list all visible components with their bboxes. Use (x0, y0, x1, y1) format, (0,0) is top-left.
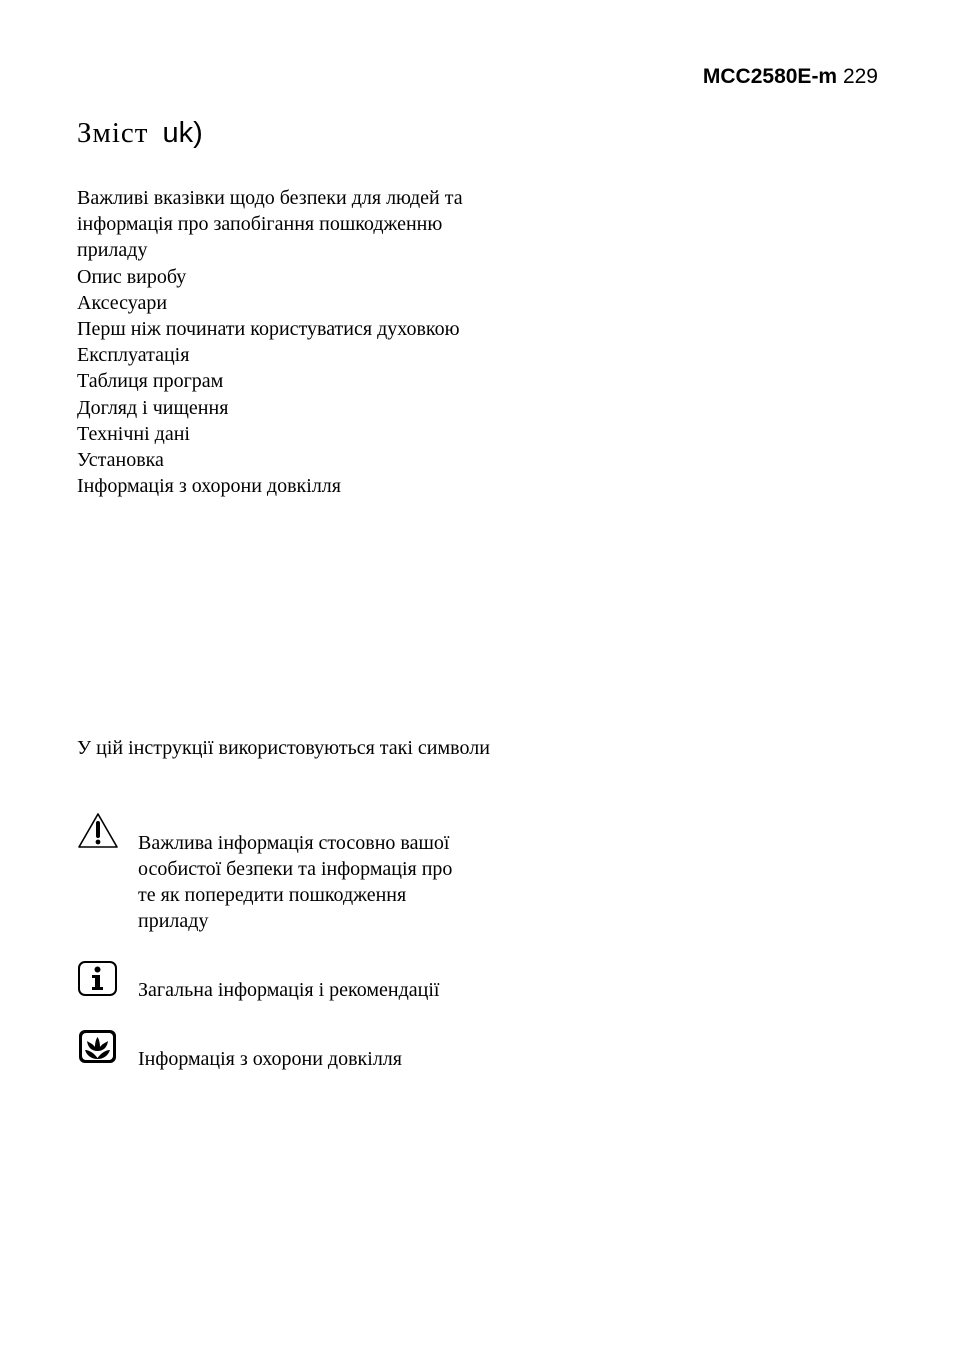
toc-item-operation: Експлуатація (77, 344, 190, 367)
toc-item-accessories: Аксесуари (77, 291, 168, 314)
symbol-description-info: Загальна інформація і рекомендації (138, 979, 440, 1001)
symbol-description-warning: Важлива інформація стосовно вашої особистої безпеки та інформація про те як попередити пошкодження приладу (138, 832, 453, 932)
toc-item-installation: Установка (77, 449, 164, 472)
table-of-contents (77, 185, 497, 499)
page-title (77, 113, 203, 153)
toc-item-safety: Важливі вказівки щодо безпеки для людей та інформація про запобігання пошкодженню приладу (77, 187, 463, 262)
symbols-intro: У цій інструкції використовуються такі символи (77, 737, 490, 759)
title-word: Зміст (77, 117, 149, 149)
toc-item-technical-data: Технічні дані (77, 422, 190, 445)
toc-item-program-table: Таблиця програм (77, 370, 224, 393)
page-number: 229 (842, 65, 878, 88)
title-language-code: uk) (162, 117, 203, 149)
environment-flower-icon (77, 1028, 119, 1066)
toc-item-environment: Інформація з охорони довкілля (77, 475, 341, 498)
toc-item-product-description: Опис виробу (77, 265, 187, 288)
warning-triangle-icon (77, 812, 119, 850)
symbol-description-environment: Інформація з охорони довкілля (138, 1048, 402, 1070)
toc-item-before-first-use: Перш ніж починати користуватися духовкою (77, 318, 460, 341)
model-number: MCC2580E-m (702, 65, 838, 88)
info-icon (77, 960, 119, 998)
toc-item-care-cleaning: Догляд і чищення (77, 396, 229, 419)
page-header (703, 64, 878, 90)
